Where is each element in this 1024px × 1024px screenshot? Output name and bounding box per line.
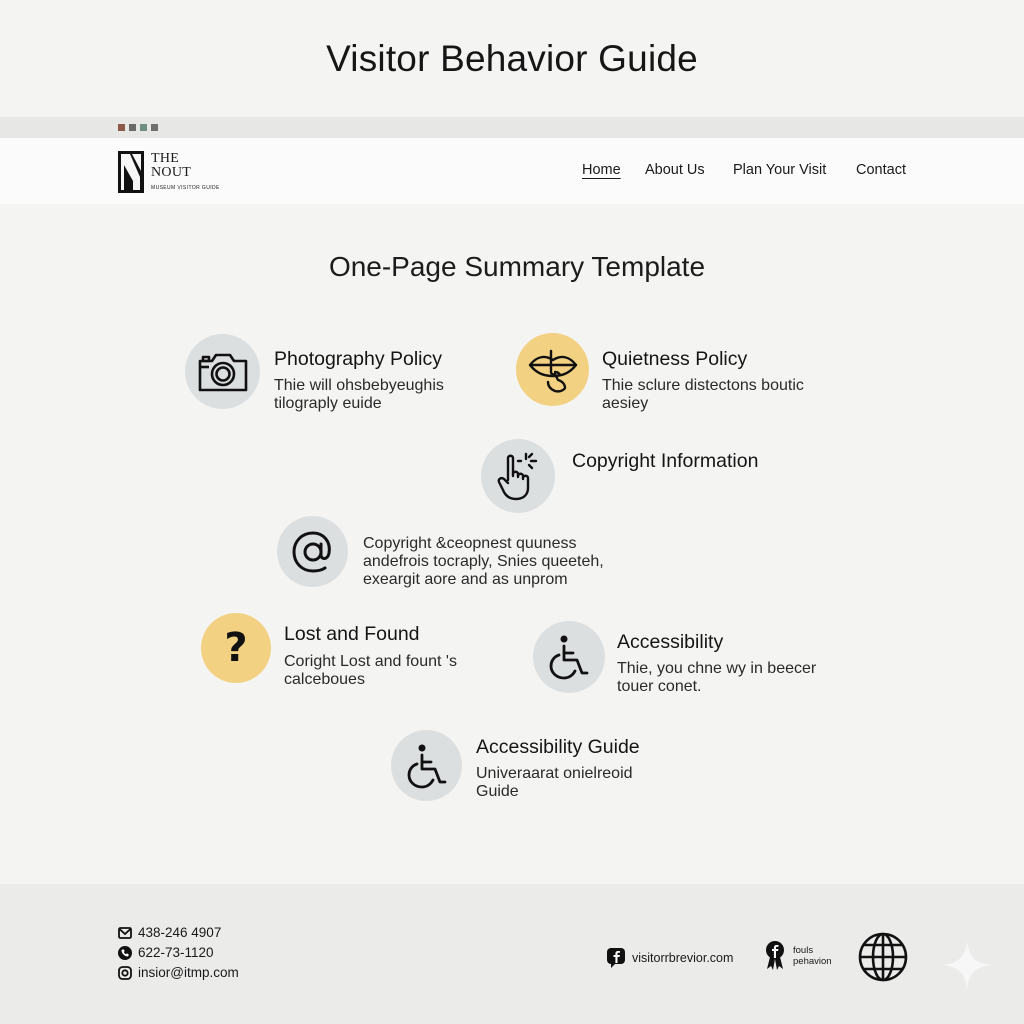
contact-text: 438-246 4907 bbox=[138, 925, 222, 940]
swatch-3 bbox=[140, 124, 147, 131]
globe-icon[interactable] bbox=[857, 931, 909, 983]
wheelchair-icon bbox=[391, 730, 462, 801]
swatch-1 bbox=[118, 124, 125, 131]
site-header bbox=[0, 138, 1024, 204]
sparkle-icon bbox=[941, 939, 993, 991]
swatch-2 bbox=[129, 124, 136, 131]
item-title-copyright: Copyright Information bbox=[572, 450, 759, 472]
item-desc-photography bbox=[274, 377, 444, 413]
item-desc-accessibility-guide bbox=[476, 765, 633, 801]
desc-line: Copyright &ceopnest quuness bbox=[363, 535, 577, 552]
nav-contact[interactable]: Contact bbox=[856, 162, 906, 178]
desc-line: andefrois tocraply, Snies queeteh, bbox=[363, 553, 604, 570]
social-ribbon-link[interactable] bbox=[764, 940, 832, 972]
desc-line: Coright Lost and fount 's bbox=[284, 653, 457, 670]
logo-line-1: THE bbox=[151, 151, 180, 166]
desc-line: tilograply euide bbox=[274, 395, 382, 412]
instagram-icon bbox=[118, 966, 132, 980]
facebook-icon bbox=[607, 948, 625, 968]
nav-about-us[interactable]: About Us bbox=[645, 162, 705, 178]
question-icon: ? bbox=[201, 613, 271, 683]
logo-mark-icon bbox=[118, 151, 144, 193]
site-logo[interactable] bbox=[118, 151, 220, 195]
logo-tagline: MUSEUM VISITOR GUIDE bbox=[151, 185, 220, 191]
wheelchair-icon bbox=[533, 621, 605, 693]
item-desc-quietness bbox=[602, 377, 804, 413]
camera-icon bbox=[185, 334, 260, 409]
facebook-ribbon-icon bbox=[764, 940, 786, 972]
quiet-lips-icon bbox=[516, 333, 589, 406]
contact-phone-row[interactable] bbox=[118, 945, 214, 960]
contact-instagram-row[interactable] bbox=[118, 965, 239, 980]
desc-line: aesiey bbox=[602, 395, 649, 412]
contact-text: 622-73-1120 bbox=[138, 945, 214, 960]
at-sign-icon bbox=[277, 516, 348, 587]
item-desc-copyright bbox=[363, 535, 604, 589]
section-title: One-Page Summary Template bbox=[328, 251, 706, 282]
desc-line: touer conet. bbox=[617, 678, 702, 695]
social-line-2: pehavion bbox=[793, 956, 832, 967]
logo-line-2: NOUT bbox=[151, 165, 192, 180]
desc-line: Univeraarat onielreoid bbox=[476, 765, 633, 782]
site-footer bbox=[0, 884, 1024, 1024]
swatch-4 bbox=[151, 124, 158, 131]
desc-line: Thie sclure distectons boutic bbox=[602, 377, 804, 394]
social-text: visitorrbrevior.com bbox=[632, 951, 734, 965]
desc-line: Thie, you chne wy in beecer bbox=[617, 660, 817, 677]
nav-home[interactable]: Home bbox=[582, 162, 621, 178]
item-title-photography: Photography Policy bbox=[274, 348, 443, 370]
item-title-quietness: Quietness Policy bbox=[602, 348, 748, 370]
mail-icon bbox=[118, 927, 132, 939]
item-title-lost-found: Lost and Found bbox=[284, 623, 420, 645]
social-facebook-link[interactable] bbox=[607, 948, 733, 968]
pointing-hand-icon bbox=[481, 439, 555, 513]
item-desc-accessibility bbox=[617, 660, 816, 696]
item-title-accessibility-guide: Accessibility Guide bbox=[476, 736, 640, 758]
contact-email-row[interactable] bbox=[118, 925, 221, 940]
item-desc-lost-found bbox=[284, 653, 457, 689]
nav-plan-your-visit[interactable]: Plan Your Visit bbox=[733, 162, 827, 178]
page-title: Visitor Behavior Guide bbox=[326, 38, 698, 79]
desc-line: exeargit aore and as unprom bbox=[363, 571, 568, 588]
social-line-1: fouls bbox=[793, 945, 814, 956]
desc-line: Thie will ohsbebyeughis bbox=[274, 377, 444, 394]
desc-line: calceboues bbox=[284, 671, 365, 688]
color-swatch-bar bbox=[0, 117, 1024, 138]
contact-text: insior@itmp.com bbox=[138, 965, 239, 980]
item-title-accessibility: Accessibility bbox=[617, 631, 724, 653]
phone-icon bbox=[118, 946, 132, 960]
desc-line: Guide bbox=[476, 783, 519, 800]
